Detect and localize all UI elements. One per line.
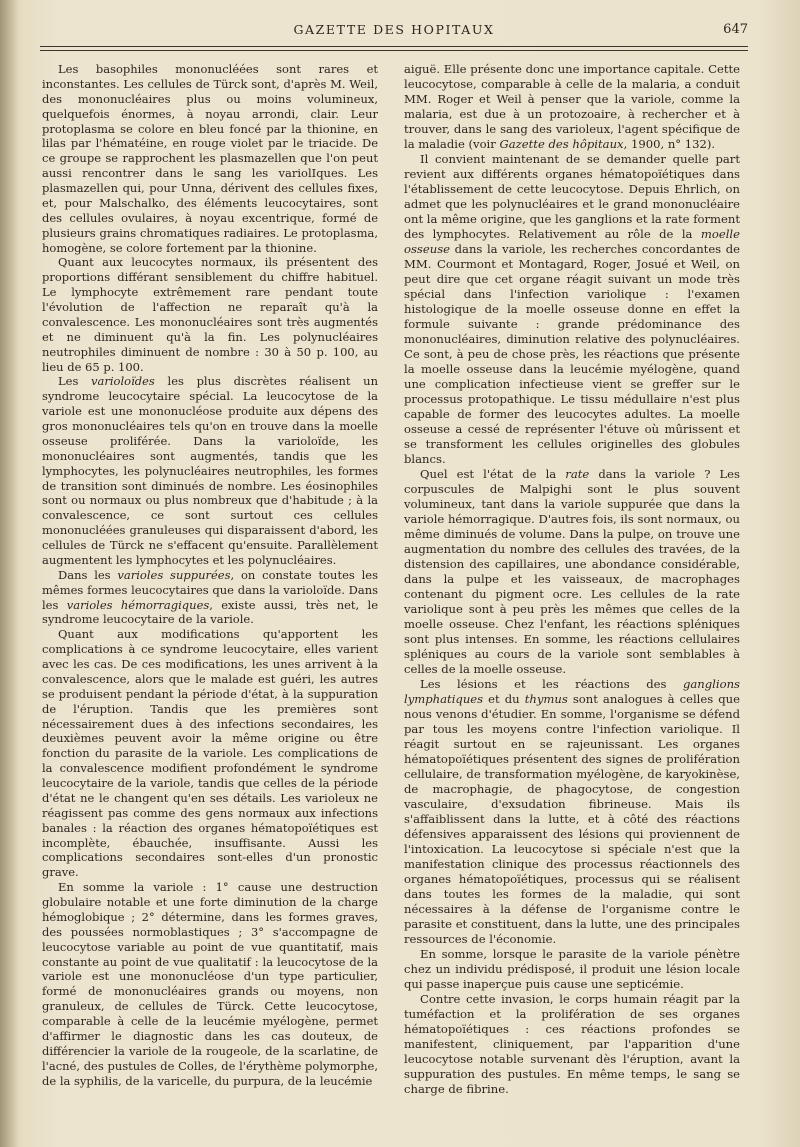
paragraph: Les varioloïdes les plus discrètes réalisent un syndrome leucocytaire spécial. La leucocytose de la variole est une mononucléose produite aux dépens des gros mononucléaires tels qu'on en trouve dans la moelle osseuse proliférée. Dans la varioloïde, les mononucléaires sont augmentés, tandis que les lymphocytes, les polynucléaires neutrophiles, les formes de transition sont diminués de nombre. Les éosinophiles sont ou normaux ou plus nombreux que d'habitude ; à la convalescence, ce sont surtout ces cellules mononucléées granuleuses qui disparaissent d'abord, les cellules de Türck ne s'effacent qu'ensuite. Parallèlement augmentent les lymphocytes et les polynucléaires.: [42, 374, 378, 567]
binding-shadow: [0, 0, 18, 1147]
page-header: [40, 22, 748, 40]
paragraph: Quant aux leucocytes normaux, ils présentent des proportions différant sensiblement du chiffre habituel. Le lymphocyte extrêmement rare pendant toute l'évolution de l'affection ne reparaît qu'à la convalescence. Les mononucléaires sont très augmentés et ne diminuent qu'à la fin. Les polynucléaires neutrophiles diminuent de nombre : 30 à 50 p. 100, au lieu de 65 p. 100.: [42, 255, 378, 374]
paragraph: Les basophiles mononucléées sont rares et inconstantes. Les cellules de Türck sont, d'après M. Weil, des mononucléaires plus ou moins volumineux, quelquefois énormes, à noyau arrondi, clair. Leur protoplasma se colore en bleu foncé par la thionine, en lilas par l'hématéine, en rouge violet par le triacide. De ce groupe se rapprochent les plasmazellen que l'on peut aussi rencontrer dans le sang les variolIques. Les plasmazellen qui, pour Unna, dérivent des cellules fixes, et, pour Malschalko, des éléments leucocytaires, sont des cellules ovulaires, à noyau excentrique, formé de plusieurs grains chromatiques radiaires. Le protoplasma, homogène, se colore fortement par la thionine.: [42, 62, 378, 255]
paragraph: Dans les varioles suppurées, on constate toutes les mêmes formes leucocytaires que dans la varioloïde. Dans les varioles hémorragiques, existe aussi, très net, le syndrome leucocytaire de la variole.: [42, 567, 379, 627]
paragraph: Contre cette invasion, le corps humain réagit par la tuméfaction et la prolifération de ses organes hématopoïétiques : ces réactions profondes se manifestent, cliniquement, par l'apparition d'une leucocytose notable survenant dès l'éruption, avant la suppuration des pustules. En même temps, le sang se charge de fibrine.: [404, 992, 740, 1096]
right-column: [404, 62, 740, 1097]
page-number: 647: [723, 22, 748, 37]
paragraph: Quant aux modifications qu'apportent les complications à ce syndrome leucocytaire, elles varient avec les cas. De ces modifications, les unes arrivent à la convalescence, alors que le malade est guéri, les autres se produisent pendant la période d'état, à la suppuration de l'éruption. Tandis que les premières sont nécessairement dues à des infections secondaires, les deuxièmes peuvent avoir la même origine ou être fonction du parasite de la variole. Les complications de la convalescence modifient profondément le syndrome leucocytaire de la variole, tandis que celles de la période d'état ne le changent qu'en ses détails. Les varioleux ne réagissent pas comme des gens normaux aux infections banales : la réaction des organes hématopoïétiques est incomplète, ébauchée, insuffisante. Aussi les complications secondaires sont-elles d'un pronostic grave.: [42, 627, 378, 880]
paragraph: aiguë. Elle présente donc une importance capitale. Cette leucocytose, comparable à celle de la malaria, a conduit MM. Roger et Weil à penser que la variole, comme la malaria, est due à un protozoaire, à rechercher et à trouver, dans le sang des varioleux, l'agent spécifique de la maladie (voir Gazette des hôpitaux, 1900, n° 132).: [404, 62, 740, 151]
paragraph: Les lésions et les réactions des ganglions lymphatiques et du thymus sont analogues à celles que nous venons d'étudier. En somme, l'organisme se défend par tous les moyens contre l'infection variolique. Il réagit surtout en se rajeunissant. Les organes hématopoïétiques présentent des signes de prolifération cellulaire, de transformation myélogène, de karyokinèse, de macrophagie, de phagocytose, de congestion vasculaire, d'exsudation fibrineuse. Mais ils s'affaiblissent dans la lutte, et à côté des réactions défensives apparaissent des lésions qui proviennent de l'intoxication. La leucocytose si spéciale n'est que la manifestation clinique des processus réactionnels des organes hématopoïétiques, processus qui se réalisent dans toutes les formes de la maladie, qui sont nécessaires à la défense de l'organisme contre le parasite et constituent, dans la lutte, une des principales ressources de l'économie.: [404, 677, 740, 946]
paragraph: Il convient maintenant de se demander quelle part revient aux différents organes hématopoïétiques dans l'établissement de cette leucocytose. Depuis Ehrlich, on admet que les polynucléaires et le grand mononucléaire ont la même origine, que les ganglions et la rate forment des lymphocytes. Relativement au rôle de la moelle osseuse dans la variole, les recherches concordantes de MM. Courmont et Montagard, Roger, Josué et Weil, on peut dire que cet organe réagit suivant un mode très spécial dans l'infection variolique : l'examen histologique de la moelle osseuse donne en effet la formule suivante : grande prédominance des mononucléaires, diminution relative des polynucléaires. Ce sont, à peu de chose près, les réactions que présente la moelle osseuse dans la leucémie myélogène, quand une complication infectieuse vient se greffer sur le processus protopathique. Le tissu médullaire n'est plus capable de former des leucocytes adultes. La moelle osseuse a cessé de représenter l'étuve où mûrissent et se transforment les cellules originelles des globules blancs.: [404, 152, 741, 466]
running-title: GAZETTE DES HOPITAUX: [293, 22, 495, 37]
paragraph: Quel est l'état de la rate dans la variole ? Les corpuscules de Malpighi sont le plus souvent volumineux, tant dans la variole suppurée que dans la variole hémorragique. D'autres fois, ils sont normaux, ou même diminués de volume. Dans la pulpe, on trouve une augmentation du nombre des cellules des travées, de la distension des capillaires, une abondance considérable, dans la pulpe et les vaisseaux, de macrophages contenant du pigment ocre. Les cellules de la rate variolique sont à peu près les mêmes que celles de la moelle osseuse. Chez l'enfant, les réactions spléniques sont plus intenses. En somme, les réactions cellulaires spléniques au cours de la variole sont semblables à celles de la moelle osseuse.: [404, 467, 740, 676]
header-rule-top: [40, 46, 748, 47]
paragraph: En somme, lorsque le parasite de la variole pénètre chez un individu prédisposé, il produit une lésion locale qui passe inaperçue puis cause une septicémie.: [404, 947, 740, 991]
header-rule-bottom: [40, 50, 748, 51]
paragraph: En somme la variole : 1° cause une destruction globulaire notable et une forte diminution de la charge hémoglobique ; 2° détermine, dans les formes graves, des poussées normoblastiques ; 3° s'accompagne de leucocytose variable au point de vue quantitatif, mais constante au point de vue qualitatif : la leucocytose de la variole est une mononucléose d'un type particulier, formé de mononucléaires grands ou moyens, non granuleux, de cellules de Türck. Cette leucocytose, comparable à celle de la leucémie myélogène, permet d'affirmer le diagnostic dans les cas douteux, de différencier la variole de la rougeole, de la scarlatine, de l'acné, des pustules de Colles, de l'érythème polymorphe, de la syphilis, de la varicelle, du purpura, de la leucémie: [42, 880, 378, 1088]
left-column: [42, 62, 378, 1088]
